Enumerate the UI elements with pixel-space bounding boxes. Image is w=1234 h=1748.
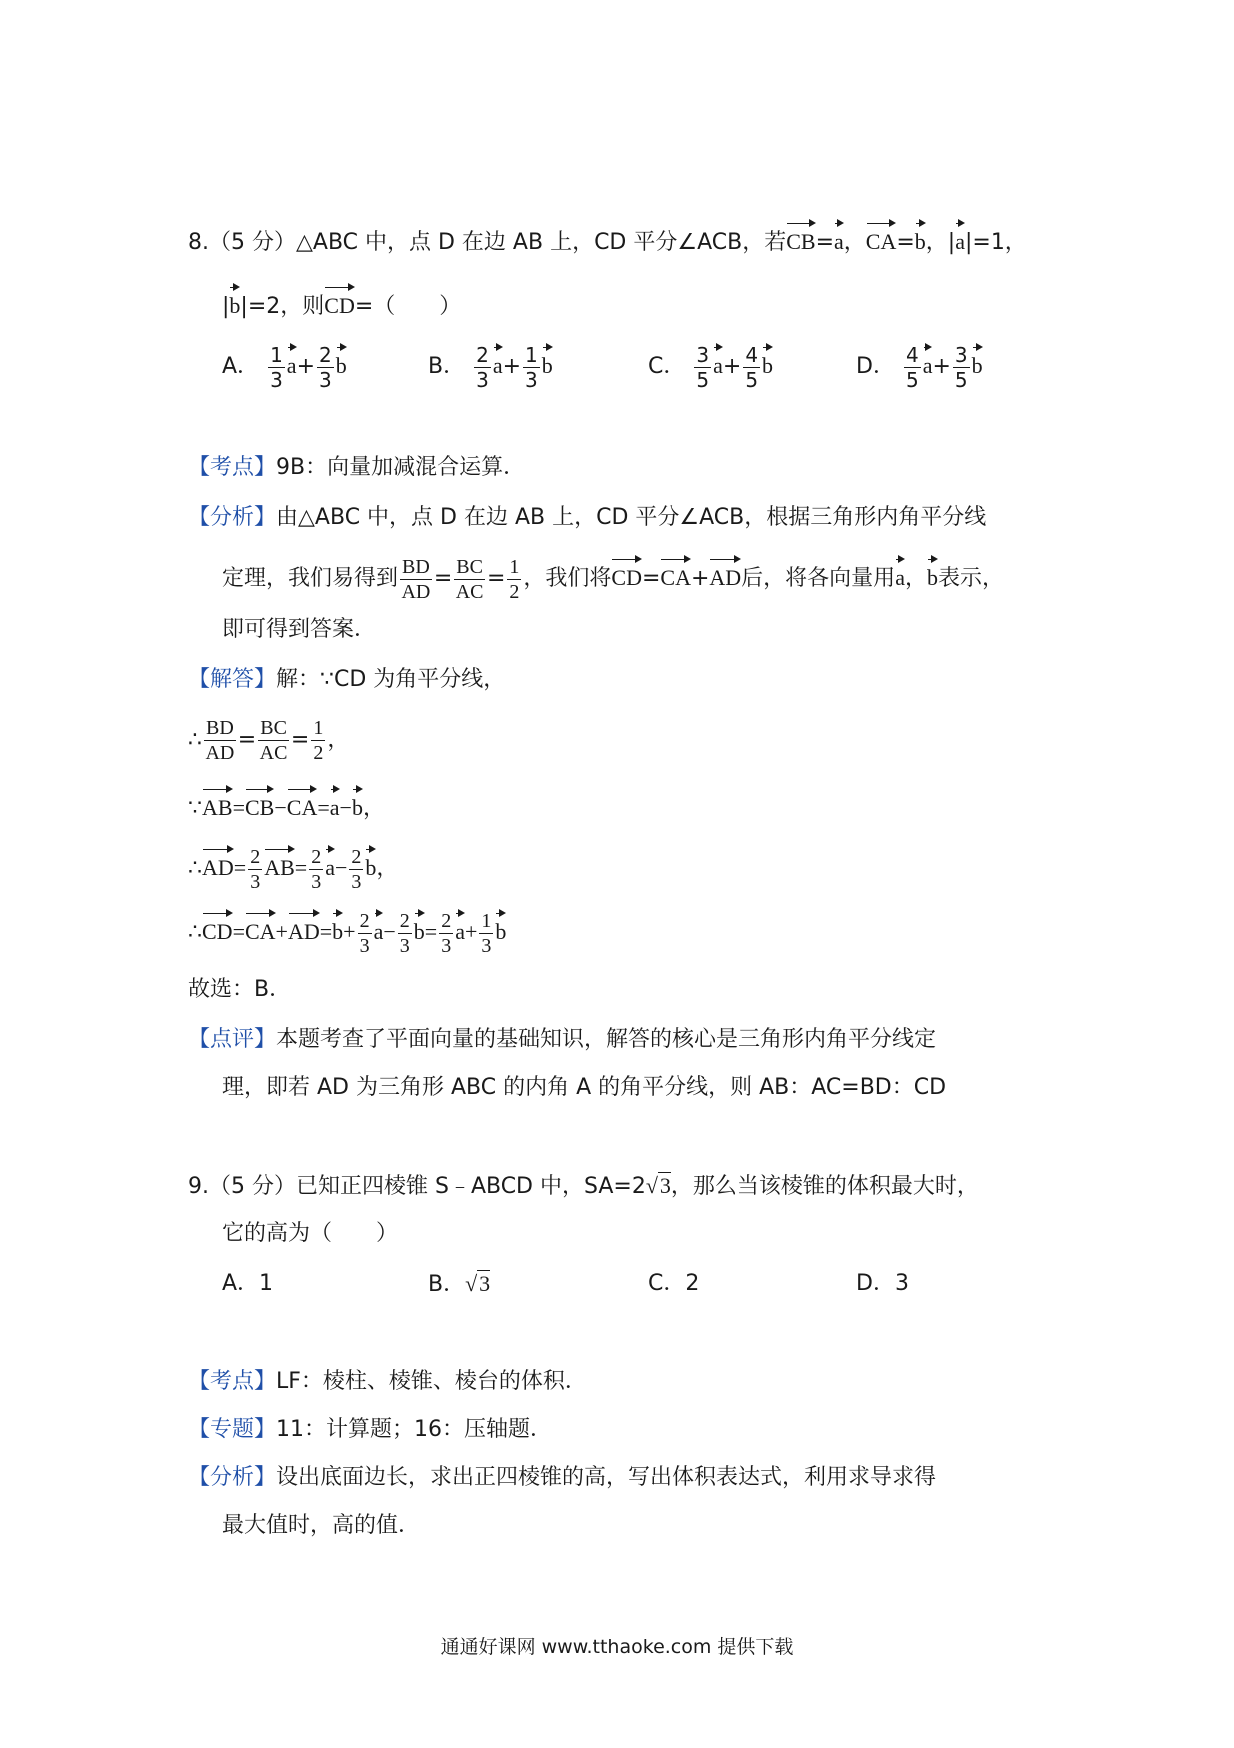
fraction: $\frac{2}{3}$ — [250, 846, 261, 894]
vec-b: b — [495, 908, 506, 948]
q8-option-d: D． $\frac{4}{5}$ a+ $\frac{3}{5}$ b — [856, 342, 983, 392]
vec-a: a — [287, 342, 297, 382]
denominator: 3 — [270, 367, 283, 392]
q9-option-a — [222, 1268, 273, 1300]
fenxi-text: 后，将各向量用 — [741, 566, 896, 591]
vec-AD: AD — [709, 554, 741, 594]
vec-CA: CA — [866, 218, 897, 258]
vec-b: b — [542, 342, 553, 382]
fenxi-text: 即可得到答案． — [222, 617, 377, 642]
option-text: A．1 — [222, 1271, 274, 1296]
vec-a: a — [713, 342, 723, 382]
vec-CA: CA — [245, 908, 276, 948]
option-label: C． — [648, 354, 686, 379]
fraction — [953, 342, 970, 392]
q8-option-b: B． $\frac{2}{3}$ a+ $\frac{1}{3}$ b — [428, 342, 553, 392]
denominator: 3 — [319, 367, 332, 392]
q9-stem-line2 — [222, 1218, 398, 1250]
vec-a: a — [325, 844, 335, 884]
sqrt-3: √3 — [645, 1173, 671, 1198]
vec-CD: CD — [611, 554, 642, 594]
vec-a: a — [455, 908, 465, 948]
q8-dianping-line1 — [188, 1024, 936, 1056]
q8-step2: ∵AB=CB−CA=a−b， — [188, 784, 385, 824]
vec-a: a — [834, 218, 844, 258]
q8-stem-text: 8.（5 分）△ABC 中，点 D 在边 AB 上，CD 平分∠ACB，若 — [188, 230, 787, 255]
denominator: 5 — [905, 367, 919, 392]
q9-kaodian — [188, 1366, 587, 1398]
fraction — [694, 342, 711, 392]
fraction: $\frac{2}{3}$ — [311, 846, 322, 894]
vec-CD: CD — [202, 908, 233, 948]
section-tag: 【点评】 — [188, 1027, 277, 1052]
fraction: $\frac{1}{3}$ — [481, 910, 492, 958]
fraction — [474, 342, 491, 392]
section-tag: 【考点】 — [188, 455, 277, 480]
vec-a: a — [374, 908, 384, 948]
denominator: 5 — [954, 367, 968, 392]
denominator: 5 — [696, 367, 710, 392]
vec-AB: AB — [202, 784, 233, 824]
vec-b: b — [927, 554, 938, 594]
vec-a: a — [493, 342, 503, 382]
vec-b: b — [972, 342, 983, 382]
q9-option-d — [856, 1268, 909, 1300]
fraction — [268, 342, 285, 392]
vec-b: b — [229, 282, 240, 322]
option-text: C．2 — [648, 1271, 700, 1296]
numerator: 1 — [270, 342, 283, 367]
fraction — [523, 342, 540, 392]
q9-fenxi-line2 — [222, 1510, 420, 1542]
q9-stem-text: 9.（5 分）已知正四棱锥 S﹣ABCD 中，SA=2 — [188, 1174, 646, 1199]
vec-b: b — [332, 908, 343, 948]
vec-AD: AD — [202, 844, 234, 884]
fraction — [317, 342, 334, 392]
q9-option-c — [648, 1268, 699, 1300]
fraction: $\frac{2}{3}$ — [351, 846, 362, 894]
denominator: 5 — [745, 367, 759, 392]
q8-fenxi-line1 — [188, 502, 986, 534]
kaodian-text: LF：棱柱、棱锥、棱台的体积． — [276, 1369, 587, 1394]
vec-CB: CB — [245, 784, 274, 824]
vec-a: a — [330, 784, 340, 824]
q8-option-c: C． $\frac{3}{5}$ a+ $\frac{4}{5}$ b — [648, 342, 774, 392]
q8-answer — [188, 974, 291, 1006]
numerator: 1 — [525, 342, 538, 367]
vec-CD: CD — [324, 282, 355, 322]
option-text: B． — [428, 1272, 466, 1297]
numerator: 4 — [745, 342, 759, 367]
fenxi-text: 最大值时，高的值． — [222, 1513, 421, 1538]
sqrt-3: √3 — [465, 1271, 491, 1296]
q8-step3: ∴AD= $\frac{2}{3}$ AB= $\frac{2}{3}$ a− $\frac{2}{3}$ b， — [188, 844, 398, 892]
zhuanti-text: 11：计算题；16：压轴题． — [276, 1417, 553, 1442]
option-label: B． — [428, 354, 466, 379]
q9-option-b — [428, 1268, 490, 1301]
fenxi-text: 由△ABC 中，点 D 在边 AB 上，CD 平分∠ACB，根据三角形内角平分线 — [276, 505, 987, 530]
fenxi-text: 设出底面边长，求出正四棱锥的高，写出体积表达式，利用求导求得 — [276, 1465, 937, 1490]
section-tag: 【分析】 — [188, 505, 277, 530]
q8-stem-line2 — [222, 282, 461, 323]
q8-fenxi-line2: 定理，我们易得到 $\frac{BD}{AD}$ = $\frac{BC}{AC}$ = $\frac{1}{2}$ ，我们将CD=CA+AD后，将各向量用a，b表示， — [222, 555, 1004, 603]
denominator: 3 — [525, 367, 538, 392]
q8-stem-line1: 8.（5 分）△ABC 中，点 D 在边 AB 上，CD 平分∠ACB，若CB=a，CA=b，|a|=1， — [188, 218, 1027, 259]
vec-CB: CB — [786, 218, 815, 258]
fraction: $\frac{BC}{AC}$ — [455, 555, 484, 603]
numerator: 2 — [476, 342, 489, 367]
page-footer: 通通好课网 www.tthaoke.com 提供下载 — [440, 1636, 794, 1658]
fraction — [743, 342, 760, 392]
answer-text: 故选：B． — [188, 977, 292, 1002]
q8-dianping-line2 — [222, 1072, 946, 1104]
section-tag: 【解答】 — [188, 667, 277, 692]
kaodian-text: 9B：向量加减混合运算． — [276, 455, 526, 480]
fenxi-text: ，我们将 — [523, 566, 612, 591]
q8-stem-text2: |=2，则 — [240, 294, 325, 319]
vec-AB: AB — [264, 844, 295, 884]
option-label: A． — [222, 354, 260, 379]
fraction: $\frac{BC}{AC}$ — [259, 717, 288, 764]
fraction: $\frac{1}{2}$ — [313, 717, 324, 764]
numerator: 3 — [954, 342, 968, 367]
q8-kaodian — [188, 452, 525, 484]
fraction: $\frac{2}{3}$ — [359, 910, 370, 958]
numerator: 3 — [696, 342, 710, 367]
q9-zhuanti — [188, 1414, 552, 1446]
vec-CA: CA — [287, 784, 318, 824]
dianping-text: 本题考查了平面向量的基础知识，解答的核心是三角形内角平分线定 — [276, 1027, 937, 1052]
vec-b: b — [915, 218, 926, 258]
section-tag: 【考点】 — [188, 1369, 277, 1394]
numerator: 2 — [319, 342, 332, 367]
q9-stem-line1 — [188, 1170, 979, 1203]
vec-a: a — [923, 342, 933, 382]
q8-jieda — [188, 664, 505, 696]
vec-b: b — [336, 342, 347, 382]
fraction: $\frac{1}{2}$ — [509, 555, 520, 603]
vec-a: a — [955, 218, 965, 258]
q9-stem-text: ，那么当该棱锥的体积最大时， — [670, 1174, 979, 1199]
q9-stem-text: 它的高为（ ） — [222, 1221, 399, 1246]
q8-step4: ∴CD=CA+AD=b+ $\frac{2}{3}$ a− $\frac{2}{3}$ b= $\frac{2}{3}$ a+ $\frac{1}{3}$ b — [188, 908, 506, 956]
abs-bar: | — [222, 294, 230, 319]
vec-a: a — [895, 554, 905, 594]
section-tag: 【分析】 — [188, 1465, 277, 1490]
dianping-text: 理，即若 AD 为三角形 ABC 的内角 A 的角平分线，则 AB：AC=BD：CD — [222, 1075, 947, 1100]
vec-b: b — [414, 908, 425, 948]
vec-CA: CA — [660, 554, 691, 594]
vec-b: b — [365, 844, 376, 884]
fraction: $\frac{2}{3}$ — [399, 910, 410, 958]
vec-b: b — [352, 784, 363, 824]
fenxi-text: 表示， — [937, 566, 1004, 591]
q8-stem-text3: =（ ） — [354, 294, 462, 319]
q8-option-a: A． $\frac{1}{3}$ a+ $\frac{2}{3}$ b — [222, 342, 347, 392]
fraction: $\frac{2}{3}$ — [441, 910, 452, 958]
fraction: $\frac{BD}{AD}$ — [205, 717, 235, 764]
denominator: 3 — [476, 367, 489, 392]
fraction — [904, 342, 921, 392]
section-tag: 【专题】 — [188, 1417, 277, 1442]
jieda-text: 解：∵CD 为角平分线， — [276, 667, 506, 692]
fenxi-text: 定理，我们易得到 — [222, 566, 399, 591]
fraction: $\frac{BD}{AD}$ — [401, 555, 431, 603]
q9-fenxi-line1 — [188, 1462, 936, 1494]
vec-b: b — [762, 342, 773, 382]
vec-AD: AD — [288, 908, 320, 948]
numerator: 4 — [905, 342, 919, 367]
q8-step1: ∴ $\frac{BD}{AD}$ = $\frac{BC}{AC}$ = $\frac{1}{2}$ ， — [188, 717, 350, 764]
option-text: D．3 — [856, 1271, 909, 1296]
option-label: D． — [856, 354, 895, 379]
q8-fenxi-line3 — [222, 614, 376, 646]
